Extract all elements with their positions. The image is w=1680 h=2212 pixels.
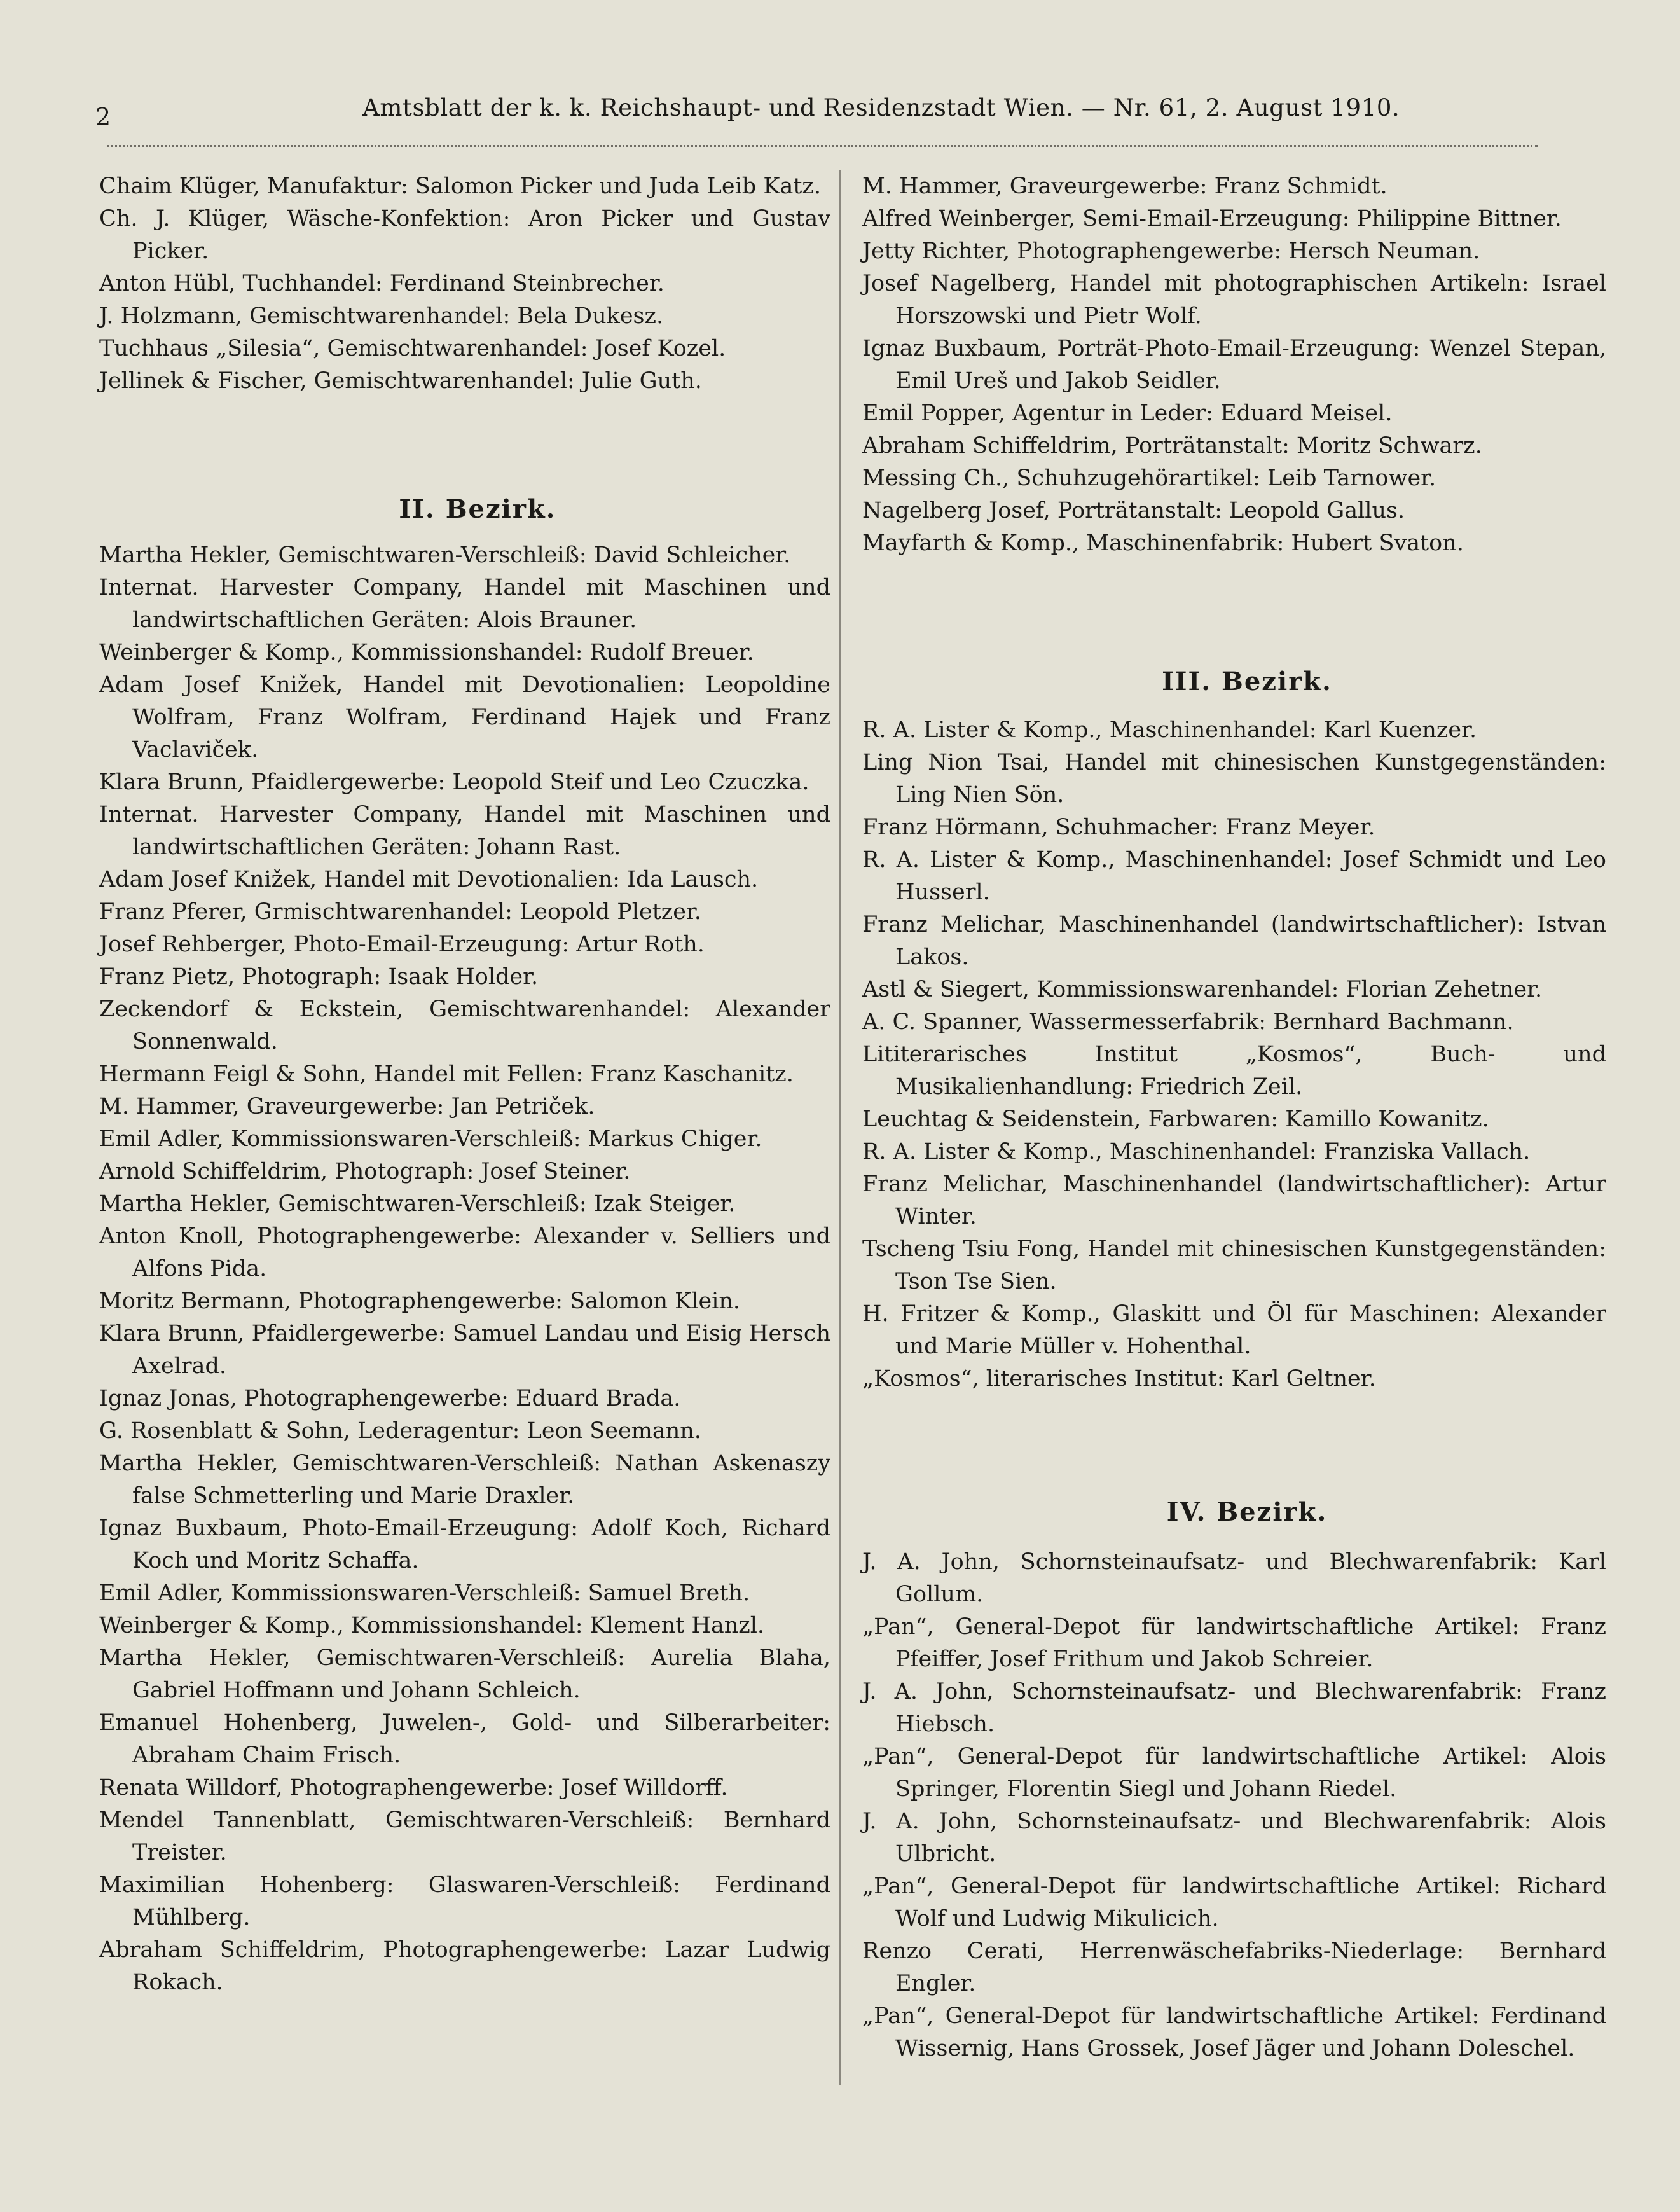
column-divider xyxy=(839,170,841,2085)
list-item: R. A. Lister & Komp., Maschinenhandel: Franziska Vallach. xyxy=(862,1139,1531,1165)
list-item: Franz Hörmann, Schuhmacher: Franz Meyer. xyxy=(862,815,1375,840)
list-item: Ignaz Jonas, Photographengewerbe: Eduard Brada. xyxy=(99,1386,681,1411)
list-item: Martha Hekler, Gemischtwaren-Verschleiß: Nathan Askenaszy false Schmetterling und Marie Draxler. xyxy=(99,1451,830,1509)
list-item: Adam Josef Knižek, Handel mit Devotionalien: Leopoldine Wolfram, Franz Wolfram, Ferdinand Hajek und Franz Vaclaviček. xyxy=(99,672,830,763)
list-item: Tscheng Tsiu Fong, Handel mit chinesischen Kunstgegenständen: Tson Tse Sien. xyxy=(862,1236,1606,1294)
section-heading-ii: II. Bezirk. xyxy=(399,494,556,524)
list-item: Franz Pietz, Photograph: Isaak Holder. xyxy=(99,964,539,990)
list-item: „Pan“, General-Depot für landwirtschaftliche Artikel: Alois Springer, Florentin Siegl und Johann Riedel. xyxy=(862,1744,1606,1802)
list-item: Josef Rehberger, Photo-Email-Erzeugung: Artur Roth. xyxy=(99,932,705,957)
list-item: Zeckendorf & Eckstein, Gemischtwarenhandel: Alexander Sonnenwald. xyxy=(99,997,830,1054)
list-item: Emil Adler, Kommissionswaren-Verschleiß: Markus Chiger. xyxy=(99,1126,762,1152)
list-item: J. A. John, Schornsteinaufsatz- und Blechwarenfabrik: Franz Hiebsch. xyxy=(862,1679,1606,1737)
list-item: R. A. Lister & Komp., Maschinenhandel: Josef Schmidt und Leo Husserl. xyxy=(862,847,1606,905)
section-iv-entries xyxy=(862,1546,1606,2065)
list-item: Ch. J. Klüger, Wäsche-Konfektion: Aron Picker und Gustav Picker. xyxy=(99,206,830,264)
list-item: J. Holzmann, Gemischtwarenhandel: Bela Dukesz. xyxy=(99,303,664,329)
list-item: Martha Hekler, Gemischtwaren-Verschleiß: David Schleicher. xyxy=(99,543,791,568)
list-item: Ignaz Buxbaum, Photo-Email-Erzeugung: Adolf Koch, Richard Koch und Moritz Schaffa. xyxy=(99,1516,830,1573)
section-iii-entries xyxy=(862,714,1606,1395)
section-ii-entries xyxy=(99,539,830,1999)
section-heading-iv: IV. Bezirk. xyxy=(1166,1497,1328,1527)
list-item: Tuchhaus „Silesia“, Gemischtwarenhandel: Josef Kozel. xyxy=(99,336,726,361)
list-item: Anton Hübl, Tuchhandel: Ferdinand Steinbrecher. xyxy=(99,271,664,296)
page-number: 2 xyxy=(95,103,111,131)
list-item: Franz Melichar, Maschinenhandel (landwirtschaftlicher): Artur Winter. xyxy=(862,1172,1606,1229)
list-item: Lititerarisches Institut „Kosmos“, Buch- und Musikalienhandlung: Friedrich Zeil. xyxy=(862,1042,1606,1100)
list-item: Jellinek & Fischer, Gemischtwarenhandel: Julie Guth. xyxy=(99,368,702,394)
list-item: Emil Adler, Kommissionswaren-Verschleiß: Samuel Breth. xyxy=(99,1580,750,1606)
list-item: Franz Melichar, Maschinenhandel (landwirtschaftlicher): Istvan Lakos. xyxy=(862,912,1606,970)
header-rule xyxy=(107,145,1538,147)
list-item: Astl & Siegert, Kommissionswarenhandel: Florian Zehetner. xyxy=(862,977,1543,1002)
list-item: Weinberger & Komp., Kommissionshandel: Klement Hanzl. xyxy=(99,1613,765,1638)
list-item: Klara Brunn, Pfaidlergewerbe: Samuel Landau und Eisig Hersch Axelrad. xyxy=(99,1321,830,1379)
list-item: Moritz Bermann, Photographengewerbe: Salomon Klein. xyxy=(99,1289,741,1314)
list-item: Abraham Schiffeldrim, Photographengewerbe: Lazar Ludwig Rokach. xyxy=(99,1937,830,1995)
list-item: Martha Hekler, Gemischtwaren-Verschleiß: Aurelia Blaha, Gabriel Hoffmann und Johann Schleich. xyxy=(99,1645,830,1703)
list-item: M. Hammer, Graveurgewerbe: Jan Petriček. xyxy=(99,1094,595,1119)
list-item: „Kosmos“, literarisches Institut: Karl Geltner. xyxy=(862,1366,1376,1392)
list-item: Ignaz Buxbaum, Porträt-Photo-Email-Erzeugung: Wenzel Stepan, Emil Ureš und Jakob Seidler. xyxy=(862,336,1606,394)
list-item: R. A. Lister & Komp., Maschinenhandel: Karl Kuenzer. xyxy=(862,717,1477,743)
list-item: Emil Popper, Agentur in Leder: Eduard Meisel. xyxy=(862,401,1393,426)
list-item: Renata Willdorf, Photographengewerbe: Josef Willdorff. xyxy=(99,1775,728,1801)
list-item: Maximilian Hohenberg: Glaswaren-Verschleiß: Ferdinand Mühlberg. xyxy=(99,1872,830,1930)
list-item: Franz Pferer, Grmischtwarenhandel: Leopold Pletzer. xyxy=(99,899,701,925)
list-item: Weinberger & Komp., Kommissionshandel: Rudolf Breuer. xyxy=(99,640,754,665)
list-item: Adam Josef Knižek, Handel mit Devotionalien: Ida Lausch. xyxy=(99,867,759,892)
list-item: Ling Nion Tsai, Handel mit chinesischen Kunstgegenständen: Ling Nien Sön. xyxy=(862,750,1606,808)
list-item: H. Fritzer & Komp., Glaskitt und Öl für Maschinen: Alexander und Marie Müller v. Hohenthal. xyxy=(862,1301,1606,1359)
list-item: Anton Knoll, Photographengewerbe: Alexander v. Selliers und Alfons Pida. xyxy=(99,1224,830,1282)
section-heading-iii: III. Bezirk. xyxy=(1162,667,1332,696)
list-item: Leuchtag & Seidenstein, Farbwaren: Kamillo Kowanitz. xyxy=(862,1107,1489,1132)
list-item: Hermann Feigl & Sohn, Handel mit Fellen: Franz Kaschanitz. xyxy=(99,1061,794,1087)
list-item: Klara Brunn, Pfaidlergewerbe: Leopold Steif und Leo Czuczka. xyxy=(99,770,809,795)
list-item: Jetty Richter, Photographengewerbe: Hersch Neuman. xyxy=(862,238,1480,264)
list-item: Emanuel Hohenberg, Juwelen-, Gold- und Silberarbeiter: Abraham Chaim Frisch. xyxy=(99,1710,830,1768)
running-title: Amtsblatt der k. k. Reichshaupt- und Residenzstadt Wien. — Nr. 61, 2. August 1910. xyxy=(362,94,1400,121)
list-item: Mayfarth & Komp., Maschinenfabrik: Hubert Svaton. xyxy=(862,530,1464,556)
list-item: Abraham Schiffeldrim, Porträtanstalt: Moritz Schwarz. xyxy=(862,433,1482,459)
right-column xyxy=(862,170,1606,2085)
list-item: Martha Hekler, Gemischtwaren-Verschleiß: Izak Steiger. xyxy=(99,1191,736,1217)
left-column xyxy=(99,170,830,2085)
list-item: Alfred Weinberger, Semi-Email-Erzeugung: Philippine Bittner. xyxy=(862,206,1562,232)
list-item: A. C. Spanner, Wassermesserfabrik: Bernhard Bachmann. xyxy=(862,1009,1514,1035)
list-item: „Pan“, General-Depot für landwirtschaftliche Artikel: Ferdinand Wissernig, Hans Grossek, Josef Jäger und Johann Doleschel. xyxy=(862,2003,1606,2061)
list-item: Josef Nagelberg, Handel mit photographischen Artikeln: Israel Horszowski und Pietr Wolf. xyxy=(862,271,1606,329)
list-item: Chaim Klüger, Manufaktur: Salomon Picker und Juda Leib Katz. xyxy=(99,174,821,199)
list-item: „Pan“, General-Depot für landwirtschaftliche Artikel: Richard Wolf und Ludwig Mikulicich. xyxy=(862,1874,1606,1932)
list-item: Internat. Harvester Company, Handel mit Maschinen und landwirtschaftlichen Geräten: Alois Brauner. xyxy=(99,575,830,633)
list-item: Arnold Schiffeldrim, Photograph: Josef Steiner. xyxy=(99,1159,631,1184)
right-top-entries xyxy=(862,170,1606,560)
list-item: G. Rosenblatt & Sohn, Lederagentur: Leon Seemann. xyxy=(99,1418,701,1444)
list-item: Internat. Harvester Company, Handel mit Maschinen und landwirtschaftlichen Geräten: Johann Rast. xyxy=(99,802,830,860)
list-item: J. A. John, Schornsteinaufsatz- und Blechwarenfabrik: Alois Ulbricht. xyxy=(862,1809,1606,1867)
list-item: „Pan“, General-Depot für landwirtschaftliche Artikel: Franz Pfeiffer, Josef Frithum und Jakob Schreier. xyxy=(862,1614,1606,1672)
list-item: Messing Ch., Schuhzugehörartikel: Leib Tarnower. xyxy=(862,466,1436,491)
list-item: Nagelberg Josef, Porträtanstalt: Leopold Gallus. xyxy=(862,498,1405,523)
list-item: J. A. John, Schornsteinaufsatz- und Blechwarenfabrik: Karl Gollum. xyxy=(862,1549,1606,1607)
left-top-entries xyxy=(99,170,830,397)
list-item: Renzo Cerati, Herrenwäschefabriks-Niederlage: Bernhard Engler. xyxy=(862,1939,1606,1996)
list-item: Mendel Tannenblatt, Gemischtwaren-Verschleiß: Bernhard Treister. xyxy=(99,1808,830,1865)
list-item: M. Hammer, Graveurgewerbe: Franz Schmidt. xyxy=(862,174,1387,199)
